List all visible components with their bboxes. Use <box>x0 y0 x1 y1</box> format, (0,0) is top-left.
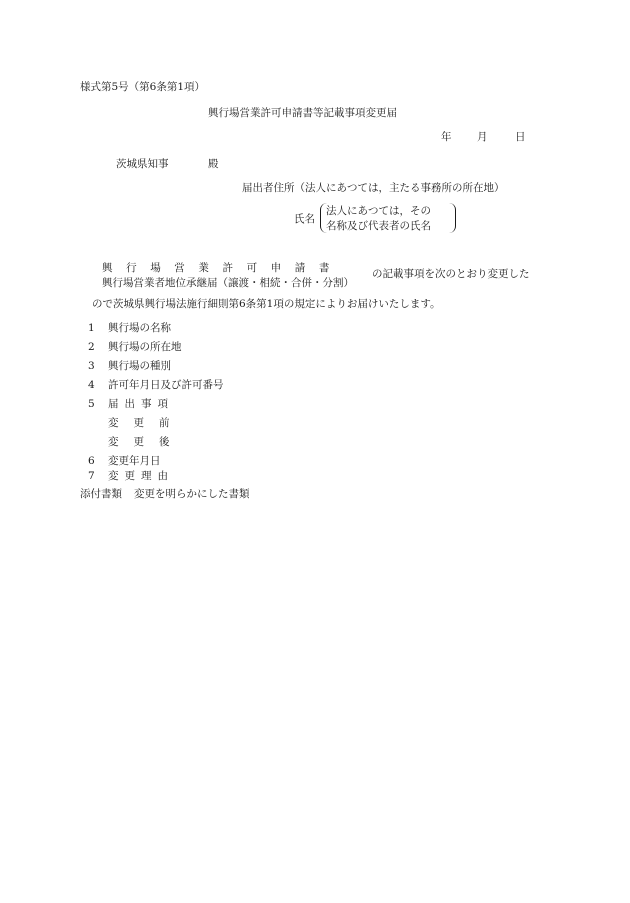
addressee-governor: 茨城県知事 <box>116 158 169 170</box>
statement-tail: の記載事項を次のとおり変更した <box>372 268 530 280</box>
list-item <box>88 470 174 483</box>
item-label: 変更年月日 <box>108 455 161 467</box>
list-item <box>88 341 182 354</box>
item-label: 許可年月日及び許可番号 <box>108 379 224 391</box>
item-label: 興行場の所在地 <box>108 341 182 353</box>
option-a-char: 申 <box>270 262 283 274</box>
addressee <box>116 158 219 171</box>
item-label: 興行場の種別 <box>108 360 171 372</box>
option-a-char: 請 <box>294 262 307 274</box>
sub-item-char: 変 <box>108 436 119 448</box>
list-item <box>88 398 174 411</box>
sub-item-char: 変 <box>108 417 119 429</box>
option-a-char: 許 <box>222 262 234 274</box>
item-label-char: 出 <box>124 398 135 410</box>
date-line <box>441 131 526 144</box>
date-month-label: 月 <box>477 131 488 143</box>
item-label-char: 由 <box>157 470 168 482</box>
sub-item-after-change <box>108 436 185 449</box>
attachments-value: 変更を明らかにした書類 <box>134 488 250 500</box>
item-label-char: 変 <box>108 470 119 482</box>
item-label-char: 項 <box>157 398 168 410</box>
form-number: 様式第5号（第6条第1項） <box>80 81 206 93</box>
item-label-char: 事 <box>141 398 152 410</box>
addressee-honorific: 殿 <box>208 158 219 170</box>
list-item <box>88 455 161 468</box>
date-year-label: 年 <box>441 131 452 143</box>
list-item <box>88 322 171 335</box>
option-a-char: 業 <box>198 262 210 274</box>
sub-item-char: 後 <box>159 436 170 448</box>
sub-item-char: 更 <box>133 417 144 429</box>
list-item <box>88 379 224 392</box>
option-a-char: 営 <box>174 262 186 274</box>
date-day-label: 日 <box>515 131 526 143</box>
name-note-line2: 名称及び代表者の氏名 <box>326 220 431 232</box>
attachments <box>80 488 250 501</box>
document-title: 興行場営業許可申請書等記載事項変更届 <box>208 107 397 119</box>
sub-item-char: 前 <box>159 417 170 429</box>
statement-line2: ので茨城県興行場法施行細則第6条第1項の規定によりお届けいたします。 <box>92 298 441 310</box>
item-number: 1 <box>88 322 95 334</box>
item-label: 興行場の名称 <box>108 322 171 334</box>
notifier-address-label: 届出者住所（法人にあつては，主たる事務所の所在地） <box>242 182 505 194</box>
item-label-char: 届 <box>108 398 119 410</box>
sub-item-char: 更 <box>133 436 144 448</box>
option-a-char: 場 <box>150 262 162 274</box>
statement-option-a <box>102 262 343 275</box>
option-a-char: 興 <box>102 262 114 274</box>
list-item <box>88 360 171 373</box>
item-number: 2 <box>88 341 95 353</box>
item-label-char: 理 <box>141 470 152 482</box>
option-a-char: 可 <box>246 262 259 274</box>
item-number: 3 <box>88 360 95 372</box>
item-number: 7 <box>88 470 95 482</box>
option-a-char: 行 <box>126 262 138 274</box>
item-number: 6 <box>88 455 95 467</box>
item-number: 5 <box>88 398 95 410</box>
attachments-label: 添付書類 <box>80 488 122 500</box>
statement-option-b: 興行場営業者地位承継届（譲渡・相続・合併・分割） <box>102 277 354 289</box>
option-a-char: 書 <box>318 262 331 274</box>
item-number: 4 <box>88 379 95 391</box>
item-label-char: 更 <box>124 470 135 482</box>
name-note-line1: 法人にあつては，その <box>326 205 431 217</box>
notifier-name-label: 氏名 <box>294 213 315 225</box>
sub-item-before-change <box>108 417 185 430</box>
